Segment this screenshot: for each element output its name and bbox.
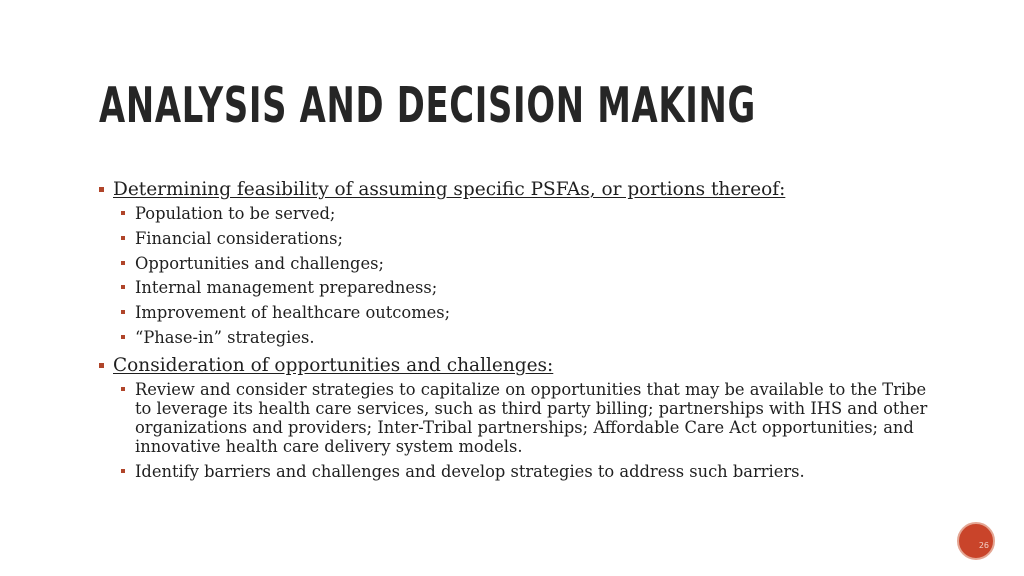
square-bullet-icon: [121, 310, 125, 314]
page-number: 26: [978, 541, 989, 550]
sub-bullet-list: [119, 204, 937, 347]
sub-bullet-item: Improvement of healthcare outcomes;: [119, 303, 937, 322]
square-bullet-icon: [99, 363, 104, 368]
bullet-group: [97, 354, 937, 481]
square-bullet-icon: [121, 285, 125, 289]
sub-bullet-item: “Phase-in” strategies.: [119, 328, 937, 347]
square-bullet-icon: [121, 211, 125, 215]
square-bullet-icon: [121, 469, 125, 473]
sub-bullet-item: Review and consider strategies to capitalize on opportunities that may be available to the Tribe to leverage its health care services, such as third party billing; partnerships with IHS and other organizations and providers; Inter-Tribal partnerships; Affordable Care Act opportunities; and innovative health care delivery system models.: [119, 380, 937, 456]
square-bullet-icon: [121, 236, 125, 240]
slide-title: ANALYSIS AND DECISION MAKING: [99, 77, 756, 134]
bullet-item: [97, 354, 937, 378]
sub-bullet-list: [119, 380, 937, 481]
bullet-text: Determining feasibility of assuming specific PSFAs, or portions thereof:: [113, 179, 786, 200]
square-bullet-icon: [121, 335, 125, 339]
sub-bullet-item: Population to be served;: [119, 204, 937, 223]
sub-bullet-item: Internal management preparedness;: [119, 278, 937, 297]
square-bullet-icon: [121, 261, 125, 265]
square-bullet-icon: [99, 187, 104, 192]
slide-number-badge: [957, 522, 995, 560]
bullet-item: [97, 178, 937, 202]
bullet-text: Consideration of opportunities and challenges:: [113, 354, 554, 376]
bullet-group: [97, 178, 937, 347]
sub-bullet-item: Identify barriers and challenges and develop strategies to address such barriers.: [119, 462, 937, 481]
sub-bullet-item: Opportunities and challenges;: [119, 254, 937, 273]
slide-content: [97, 178, 937, 487]
square-bullet-icon: [121, 387, 125, 391]
sub-bullet-item: Financial considerations;: [119, 229, 937, 248]
